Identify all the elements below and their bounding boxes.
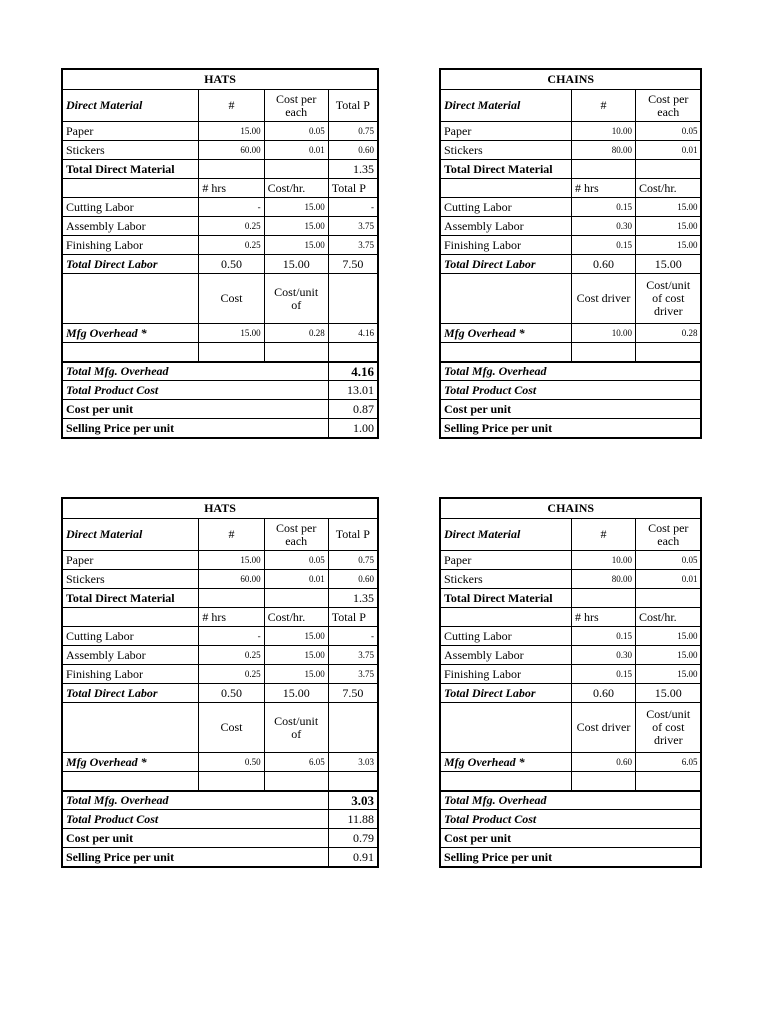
cell-value: 3.75 <box>328 236 377 255</box>
table-row <box>441 627 701 646</box>
row-label: Mfg Overhead * <box>441 324 572 343</box>
table-row <box>441 274 701 324</box>
empty-cell <box>264 772 328 791</box>
row-label: Assembly Labor <box>441 646 572 665</box>
row-label: Cost per unit <box>63 829 329 848</box>
row-label: Assembly Labor <box>441 217 572 236</box>
overhead-col1-header: Cost <box>199 703 264 753</box>
col-num-header: # <box>572 519 636 551</box>
cell-value: 3.75 <box>328 646 377 665</box>
empty-cell <box>441 703 572 753</box>
col-cost-each-header: Cost per each <box>636 90 701 122</box>
empty-cell <box>636 589 701 608</box>
table-row <box>441 400 701 419</box>
col-num-header: # <box>199 90 264 122</box>
table-row <box>441 703 701 753</box>
empty-cell <box>636 772 701 791</box>
table-row <box>63 665 378 684</box>
row-label: Assembly Labor <box>63 217 199 236</box>
cell-value: 0.60 <box>572 753 636 772</box>
cell-value: 15.00 <box>636 646 701 665</box>
table-row <box>441 791 701 810</box>
table-row <box>63 810 378 829</box>
cell-value: 0.01 <box>636 141 701 160</box>
cell-value: 15.00 <box>199 551 264 570</box>
cell-value: 0.15 <box>572 665 636 684</box>
cell-value: 3.03 <box>328 791 377 810</box>
header-line: Cost/unit <box>274 713 319 728</box>
table-row <box>441 217 701 236</box>
table-row <box>63 419 378 438</box>
cell-value: 0.60 <box>572 255 636 274</box>
table-row <box>63 362 378 381</box>
empty-cell <box>441 772 572 791</box>
table-row <box>63 703 378 753</box>
row-label: Stickers <box>63 570 199 589</box>
empty-cell <box>63 274 199 324</box>
cell-value: 1.35 <box>328 589 377 608</box>
chains-cost-table-2 <box>440 498 701 867</box>
cell-value: 0.50 <box>199 753 264 772</box>
cell-value: 0.50 <box>199 255 264 274</box>
cell-value: 7.50 <box>328 684 377 703</box>
row-label: Cutting Labor <box>63 198 199 217</box>
overhead-col1-header: Cost driver <box>572 274 636 324</box>
cell-value: 0.01 <box>264 141 328 160</box>
col-cost-each-header: Cost per each <box>264 519 328 551</box>
cell-value: - <box>199 627 264 646</box>
col-total-header: Total P <box>328 179 377 198</box>
table-row <box>441 419 701 438</box>
cell-value: 60.00 <box>199 570 264 589</box>
cell-value: 0.15 <box>572 627 636 646</box>
cell-value: 15.00 <box>636 255 701 274</box>
cell-value: 0.01 <box>264 570 328 589</box>
cell-value: 1.00 <box>328 419 377 438</box>
table-row <box>441 570 701 589</box>
table-row <box>441 236 701 255</box>
empty-cell <box>441 179 572 198</box>
cell-value: 0.15 <box>572 236 636 255</box>
header-line: driver <box>653 733 683 747</box>
empty-cell <box>572 589 636 608</box>
table-row <box>441 810 701 829</box>
cell-value: 0.25 <box>199 217 264 236</box>
cell-value: 1.35 <box>328 160 377 179</box>
table-row <box>63 848 378 867</box>
table-row <box>63 324 378 343</box>
row-label: Total Mfg. Overhead <box>441 362 701 381</box>
table-row <box>63 829 378 848</box>
table-title: CHAINS <box>441 499 701 519</box>
row-label: Total Mfg. Overhead <box>441 791 701 810</box>
table-row <box>441 608 701 627</box>
col-total-header: Total P <box>328 519 377 551</box>
empty-cell <box>572 160 636 179</box>
row-label: Stickers <box>441 570 572 589</box>
cell-value: 10.00 <box>572 122 636 141</box>
table-row <box>63 274 378 324</box>
cell-value: 15.00 <box>264 627 328 646</box>
cell-value: 15.00 <box>264 646 328 665</box>
table-title: HATS <box>63 70 378 90</box>
row-label: Total Mfg. Overhead <box>63 362 329 381</box>
cell-value: 0.87 <box>328 400 377 419</box>
cell-value: 4.16 <box>328 362 377 381</box>
cell-value: 15.00 <box>199 324 264 343</box>
table-row <box>441 665 701 684</box>
row-label: Selling Price per unit <box>63 419 329 438</box>
cell-value: 6.05 <box>636 753 701 772</box>
header-line: of <box>291 726 302 741</box>
cell-value: - <box>328 627 377 646</box>
cell-value: 0.60 <box>328 141 377 160</box>
col-num-header: # <box>199 519 264 551</box>
row-label: Paper <box>63 122 199 141</box>
cell-value: 0.25 <box>199 646 264 665</box>
cell-value: 11.88 <box>328 810 377 829</box>
table-row <box>441 753 701 772</box>
col-costhr-header: Cost/hr. <box>264 179 328 198</box>
empty-cell <box>328 772 377 791</box>
row-label: Mfg Overhead * <box>441 753 572 772</box>
cell-value: 0.05 <box>264 551 328 570</box>
cell-value: 3.75 <box>328 665 377 684</box>
col-cost-each-header: Cost per each <box>636 519 701 551</box>
table-row <box>63 400 378 419</box>
cell-value: 0.25 <box>199 236 264 255</box>
table-row <box>63 551 378 570</box>
table-row <box>63 122 378 141</box>
table-row <box>441 160 701 179</box>
table-row <box>63 236 378 255</box>
empty-cell <box>199 343 264 362</box>
cell-value: 15.00 <box>199 122 264 141</box>
header-line: of <box>291 297 302 312</box>
col-total-header: Total P <box>328 90 377 122</box>
direct-material-header: Direct Material <box>63 90 199 122</box>
row-label: Paper <box>441 551 572 570</box>
empty-cell <box>264 589 328 608</box>
table-row <box>441 646 701 665</box>
row-label: Total Direct Labor <box>441 684 572 703</box>
row-label: Mfg Overhead * <box>63 753 199 772</box>
empty-cell <box>63 703 199 753</box>
table-row <box>63 570 378 589</box>
empty-cell <box>63 343 199 362</box>
cell-value: 15.00 <box>264 217 328 236</box>
cell-value: 0.75 <box>328 122 377 141</box>
hats-cost-table-2 <box>62 498 378 867</box>
table-row <box>441 772 701 791</box>
table-row <box>441 848 701 867</box>
overhead-col1-header: Cost driver <box>572 703 636 753</box>
cell-value: 15.00 <box>636 236 701 255</box>
row-label: Total Direct Labor <box>63 255 199 274</box>
cell-value: 6.05 <box>264 753 328 772</box>
empty-cell <box>63 772 199 791</box>
cell-value: 0.60 <box>572 684 636 703</box>
table-row <box>63 646 378 665</box>
table-row <box>63 160 378 179</box>
empty-cell <box>636 343 701 362</box>
hats-cost-table-1 <box>62 69 378 438</box>
empty-cell <box>441 274 572 324</box>
row-label: Finishing Labor <box>63 236 199 255</box>
row-label: Total Direct Material <box>63 589 199 608</box>
cell-value: 0.60 <box>328 570 377 589</box>
empty-cell <box>572 343 636 362</box>
cell-value: 10.00 <box>572 551 636 570</box>
header-line: driver <box>653 304 683 318</box>
row-label: Paper <box>441 122 572 141</box>
row-label: Total Direct Material <box>441 589 572 608</box>
table-row <box>63 343 378 362</box>
table-row <box>441 551 701 570</box>
cell-value: 15.00 <box>636 198 701 217</box>
empty-cell <box>441 343 572 362</box>
empty-cell <box>199 160 264 179</box>
row-label: Total Direct Labor <box>441 255 572 274</box>
empty-cell <box>264 160 328 179</box>
table-title: HATS <box>63 499 378 519</box>
cell-value: 15.00 <box>264 665 328 684</box>
row-label: Total Mfg. Overhead <box>63 791 329 810</box>
row-label: Cutting Labor <box>63 627 199 646</box>
cell-value: - <box>199 198 264 217</box>
table-row <box>441 589 701 608</box>
table-row <box>63 217 378 236</box>
cell-value: 0.01 <box>636 570 701 589</box>
empty-cell <box>328 343 377 362</box>
table-row <box>63 753 378 772</box>
cell-value: 0.30 <box>572 217 636 236</box>
cell-value: 0.28 <box>636 324 701 343</box>
table-row <box>63 627 378 646</box>
empty-cell <box>636 160 701 179</box>
row-label: Cost per unit <box>441 829 701 848</box>
cell-value: 0.25 <box>199 665 264 684</box>
table-row <box>441 381 701 400</box>
col-hrs-header: # hrs <box>199 608 264 627</box>
direct-material-header: Direct Material <box>441 90 572 122</box>
cell-value: 13.01 <box>328 381 377 400</box>
empty-cell <box>63 179 199 198</box>
table-row <box>441 829 701 848</box>
cell-value: 0.75 <box>328 551 377 570</box>
cell-value: 15.00 <box>264 255 328 274</box>
cell-value: 0.05 <box>636 551 701 570</box>
header-line: Cost/unit <box>274 284 319 299</box>
row-label: Mfg Overhead * <box>63 324 199 343</box>
table-title: CHAINS <box>441 70 701 90</box>
row-label: Selling Price per unit <box>441 848 701 867</box>
table-row <box>63 684 378 703</box>
overhead-col2-header <box>636 274 701 324</box>
cell-value: 0.91 <box>328 848 377 867</box>
row-label: Total Direct Material <box>441 160 572 179</box>
col-cost-each-header: Cost per each <box>264 90 328 122</box>
table-row <box>63 608 378 627</box>
col-num-header: # <box>572 90 636 122</box>
table-row <box>441 179 701 198</box>
table-row <box>441 684 701 703</box>
cell-value: 15.00 <box>264 198 328 217</box>
chains-cost-table-1 <box>440 69 701 438</box>
row-label: Finishing Labor <box>441 665 572 684</box>
row-label: Stickers <box>441 141 572 160</box>
cell-value: 15.00 <box>264 684 328 703</box>
empty-cell <box>441 608 572 627</box>
cell-value: 0.30 <box>572 646 636 665</box>
row-label: Finishing Labor <box>441 236 572 255</box>
col-costhr-header: Cost/hr. <box>264 608 328 627</box>
cell-value: 3.75 <box>328 217 377 236</box>
col-hrs-header: # hrs <box>572 608 636 627</box>
row-label: Selling Price per unit <box>441 419 701 438</box>
header-line: of cost <box>652 720 685 734</box>
cell-value: 7.50 <box>328 255 377 274</box>
row-label: Assembly Labor <box>63 646 199 665</box>
header-line: Cost/unit <box>646 707 691 721</box>
row-label: Cost per unit <box>441 400 701 419</box>
table-row <box>441 122 701 141</box>
cell-value: 0.79 <box>328 829 377 848</box>
cell-value: 80.00 <box>572 141 636 160</box>
cell-value: 15.00 <box>636 627 701 646</box>
table-row <box>63 179 378 198</box>
table-row <box>63 791 378 810</box>
overhead-col2-header <box>264 703 328 753</box>
table-row <box>63 141 378 160</box>
row-label: Total Product Cost <box>441 381 701 400</box>
row-label: Selling Price per unit <box>63 848 329 867</box>
overhead-col2-header <box>264 274 328 324</box>
cell-value: 60.00 <box>199 141 264 160</box>
cell-value: 0.05 <box>264 122 328 141</box>
cell-value: 0.15 <box>572 198 636 217</box>
row-label: Stickers <box>63 141 199 160</box>
row-label: Cost per unit <box>63 400 329 419</box>
row-label: Total Direct Material <box>63 160 199 179</box>
col-hrs-header: # hrs <box>572 179 636 198</box>
empty-cell <box>328 274 377 324</box>
table-row <box>441 362 701 381</box>
cell-value: 0.50 <box>199 684 264 703</box>
direct-material-header: Direct Material <box>63 519 199 551</box>
cell-value: 15.00 <box>636 217 701 236</box>
row-label: Cutting Labor <box>441 198 572 217</box>
cell-value: 15.00 <box>636 684 701 703</box>
col-hrs-header: # hrs <box>199 179 264 198</box>
row-label: Total Product Cost <box>441 810 701 829</box>
empty-cell <box>199 589 264 608</box>
col-total-header: Total P <box>328 608 377 627</box>
direct-material-header: Direct Material <box>441 519 572 551</box>
cell-value: 15.00 <box>264 236 328 255</box>
table-row <box>441 255 701 274</box>
row-label: Total Direct Labor <box>63 684 199 703</box>
table-row <box>441 343 701 362</box>
table-row <box>441 198 701 217</box>
header-line: of cost <box>652 291 685 305</box>
table-row <box>63 255 378 274</box>
row-label: Finishing Labor <box>63 665 199 684</box>
col-costhr-header: Cost/hr. <box>636 608 701 627</box>
table-row <box>63 381 378 400</box>
empty-cell <box>63 608 199 627</box>
cell-value: 15.00 <box>636 665 701 684</box>
header-line: Cost/unit <box>646 278 691 292</box>
table-row <box>63 198 378 217</box>
overhead-col1-header: Cost <box>199 274 264 324</box>
row-label: Cutting Labor <box>441 627 572 646</box>
table-row <box>63 772 378 791</box>
row-label: Paper <box>63 551 199 570</box>
empty-cell <box>264 343 328 362</box>
cell-value: - <box>328 198 377 217</box>
row-label: Total Product Cost <box>63 810 329 829</box>
empty-cell <box>199 772 264 791</box>
empty-cell <box>328 703 377 753</box>
table-row <box>441 141 701 160</box>
table-row <box>63 589 378 608</box>
cell-value: 4.16 <box>328 324 377 343</box>
col-costhr-header: Cost/hr. <box>636 179 701 198</box>
cell-value: 0.28 <box>264 324 328 343</box>
empty-cell <box>572 772 636 791</box>
cell-value: 0.05 <box>636 122 701 141</box>
row-label: Total Product Cost <box>63 381 329 400</box>
table-row <box>441 324 701 343</box>
cell-value: 3.03 <box>328 753 377 772</box>
cell-value: 80.00 <box>572 570 636 589</box>
overhead-col2-header <box>636 703 701 753</box>
cell-value: 10.00 <box>572 324 636 343</box>
